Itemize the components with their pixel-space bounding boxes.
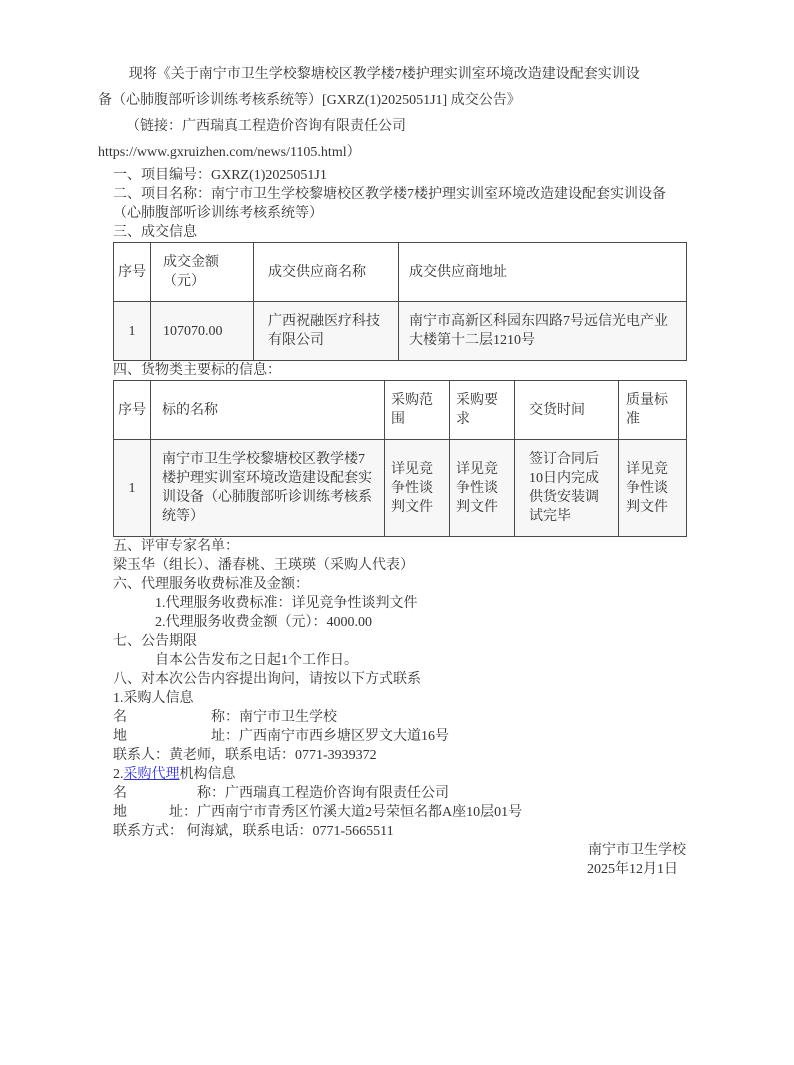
goods-header-subject: 标的名称: [151, 381, 385, 440]
purchaser-contact-line: 联系人：黄老师，联系电话：0771-3939372: [113, 748, 377, 763]
award-cell-address: 南宁市高新区科园东四路7号远信光电产业大楼第十二层1210号: [399, 302, 687, 361]
goods-cell-quality: 详见竞争性谈判文件: [619, 440, 687, 537]
agency-fee-standard: 1.代理服务收费标准：详见竞争性谈判文件: [155, 596, 418, 611]
goods-header-require: 采购要求: [450, 381, 515, 440]
section-period-heading: 七、公告期限: [113, 634, 197, 649]
award-table-header-row: [114, 243, 687, 302]
period-content: 自本公告发布之日起1个工作日。: [155, 653, 358, 668]
section-agency-fee-heading: 六、代理服务收费标准及金额：: [113, 577, 309, 592]
agency-address-line: 地 址：广西南宁市青秀区竹溪大道2号荣恒名都A座10层01号: [113, 805, 523, 820]
experts-names: 梁玉华（组长）、潘春桃、王瑛瑛（采购人代表）: [113, 558, 414, 573]
announcement-header-block: [0, 0, 653, 166]
goods-cell-scope: 详见竞争性谈判文件: [385, 440, 450, 537]
agency-contact-line: 联系方式： 何海斌，联系电话：0771-5665511: [113, 824, 394, 839]
agency-name-line: 名 称：广西瑞真工程造价咨询有限责任公司: [113, 786, 449, 801]
goods-table-row: [114, 440, 687, 537]
source-link-paragraph: （链接：广西瑞真工程造价咨询有限责任公司 https://www.gxruizhen.com/news/1105.html）: [98, 119, 413, 160]
intro-paragraph: 现将《关于南宁市卫生学校黎塘校区教学楼7楼护理实训室环境改造建设配套实训设备（心肺腹部听诊训练考核系统等）[GXRZ(1)2025051J1] 成交公告》: [98, 67, 640, 108]
section-award-info-heading: 三、成交信息: [113, 225, 197, 240]
goods-cell-subject: 南宁市卫生学校黎塘校区教学楼7楼护理实训室环境改造建设配套实训设备（心肺腹部听诊训练考核系统等）: [151, 440, 385, 537]
goods-cell-require: 详见竞争性谈判文件: [450, 440, 515, 537]
award-header-address: 成交供应商地址: [399, 243, 687, 302]
agency-heading-prefix: 2.: [113, 767, 124, 782]
agency-fee-amount: 2.代理服务收费金额（元）：4000.00: [155, 615, 372, 630]
agency-info-heading: [113, 765, 686, 784]
goods-header-scope: 采购范围: [385, 381, 450, 440]
section-contact-heading: 八、对本次公告内容提出询问，请按以下方式联系: [113, 672, 421, 687]
announcement-body-block: [0, 166, 686, 879]
purchaser-info-heading: 1.采购人信息: [113, 691, 194, 706]
award-cell-amount: 107070.00: [151, 302, 254, 361]
procurement-agency-link[interactable]: 采购代理: [123, 767, 180, 782]
goods-cell-seq: 1: [114, 440, 151, 537]
award-header-amount: 成交金额（元）: [151, 243, 254, 302]
award-header-supplier: 成交供应商名称: [254, 243, 399, 302]
signature-line: 南宁市卫生学校: [588, 843, 686, 858]
section-project-name: 二、项目名称：南宁市卫生学校黎塘校区教学楼7楼护理实训室环境改造建设配套实训设备（心肺腹部听诊训练考核系统等）: [113, 187, 666, 221]
purchaser-address-line: 地 址：广西南宁市西乡塘区罗文大道16号: [113, 729, 449, 744]
goods-cell-delivery: 签订合同后10日内完成供货安装调试完毕: [515, 440, 619, 537]
goods-header-quality: 质量标准: [619, 381, 687, 440]
agency-heading-suffix: 机构信息: [179, 767, 236, 782]
goods-info-table: [113, 380, 687, 537]
goods-header-delivery: 交货时间: [515, 381, 619, 440]
goods-header-seq: 序号: [114, 381, 151, 440]
award-cell-seq: 1: [114, 302, 151, 361]
goods-table-header-row: [114, 381, 687, 440]
award-header-seq: 序号: [114, 243, 151, 302]
section-experts-heading: 五、评审专家名单：: [113, 539, 239, 554]
purchaser-name-line: 名 称：南宁市卫生学校: [113, 710, 337, 725]
date-line: 2025年12月1日: [587, 862, 678, 877]
award-table-row: [114, 302, 687, 361]
award-cell-supplier: 广西祝融医疗科技有限公司: [254, 302, 399, 361]
section-project-number: 一、项目编号：GXRZ(1)2025051J1: [113, 168, 327, 183]
section-goods-heading: 四、货物类主要标的信息：: [113, 363, 281, 378]
award-info-table: [113, 242, 687, 361]
